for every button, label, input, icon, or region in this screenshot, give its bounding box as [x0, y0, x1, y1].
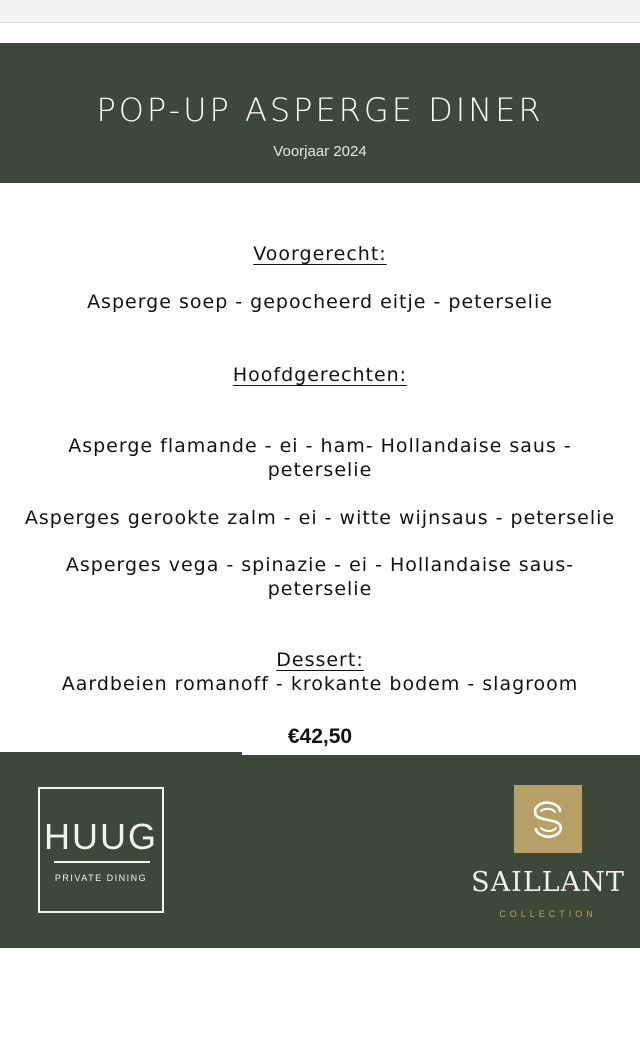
- huug-logo: [38, 787, 164, 913]
- menu-header: [0, 43, 640, 183]
- starter-heading: Voorgerecht:: [253, 243, 387, 265]
- saillant-logo-tagline: COLLECTION: [499, 909, 597, 919]
- main-course-3-line-1: Asperges vega - spinazie - ei - Hollandaise saus-: [65, 554, 575, 576]
- top-edge: [0, 0, 640, 23]
- menu-body: [0, 183, 640, 755]
- mains-heading: Hoofdgerechten:: [232, 364, 408, 386]
- starter-item: Asperge soep - gepocheerd eitje - peterselie: [87, 291, 553, 313]
- menu-footer: [0, 755, 640, 948]
- huug-logo-rule: [54, 861, 150, 863]
- menu-title: POP-UP ASPERGE DINER: [96, 91, 544, 129]
- main-course-1-line-1: Asperge flamande - ei - ham- Hollandaise saus -: [68, 435, 572, 457]
- huug-logo-name: HUUG: [44, 816, 158, 857]
- huug-logo-tagline: PRIVATE DINING: [54, 873, 148, 883]
- dessert-item: Aardbeien romanoff - krokante bodem - slagroom: [61, 673, 579, 695]
- menu-subtitle: Voorjaar 2024: [273, 143, 367, 160]
- saillant-s-icon: [514, 785, 582, 853]
- saillant-logo-name: SAILLANT: [471, 867, 625, 898]
- main-course-3-line-2: peterselie: [267, 578, 373, 600]
- main-course-1-line-2: peterselie: [267, 459, 373, 481]
- menu-price: €42,50: [287, 725, 353, 748]
- main-course-2: Asperges gerookte zalm - ei - witte wijnsaus - peterselie: [24, 507, 616, 529]
- dessert-heading: Dessert:: [276, 649, 364, 671]
